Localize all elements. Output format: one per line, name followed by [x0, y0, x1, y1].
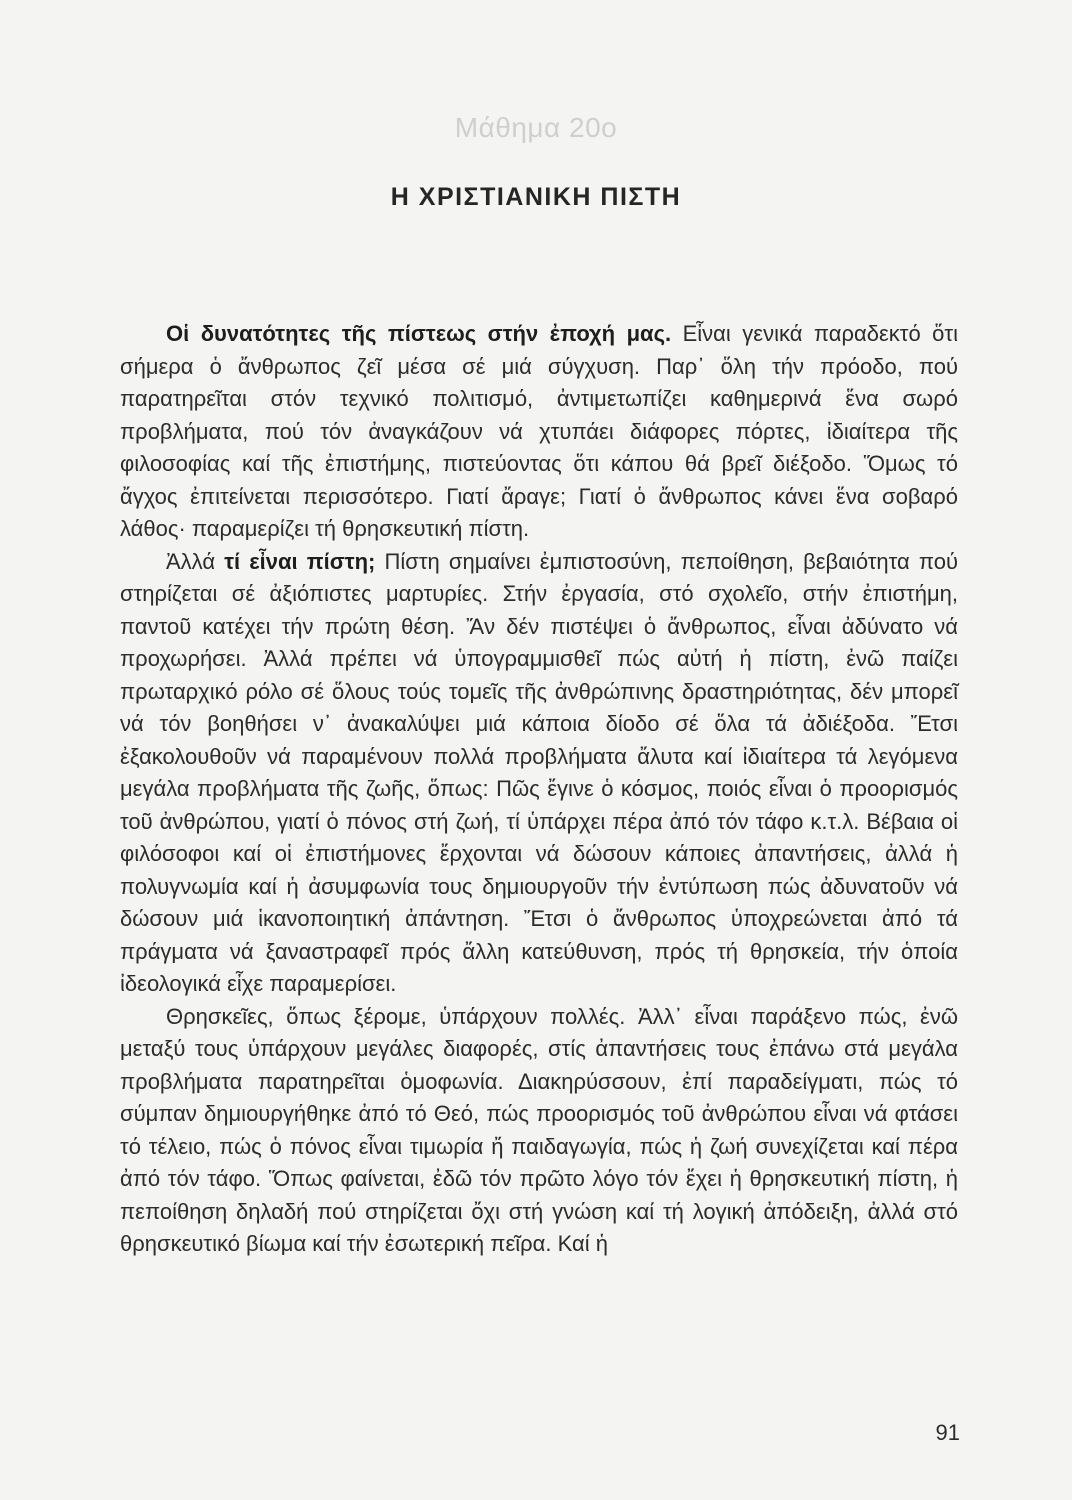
paragraph-3-text: Θρησκεῖες, ὅπως ξέρομε, ὑπάρχουν πολλές. Ἀλλ᾽ εἶναι παράξενο πώς, ἐνῶ μεταξύ τους ὑπάρχουν μεγάλες διαφορές, στίς ἀπαντήσεις τους ἐπάνω στά μεγάλα προβλήματα παρατηρεῖται ὁμοφωνία. Διακηρύσσουν, ἐπί παραδείγματι, πώς τό σύμπαν δημιουργήθηκε ἀπό τό Θεό, πώς προορισμός τοῦ ἀνθρώπου εἶναι νά φτάσει τό τέλειο, πώς ὁ πόνος εἶναι τιμωρία ἤ παιδαγωγία, πώς ἡ ζωή συνεχίζεται καί πέρα ἀπό τόν τάφο. Ὅπως φαίνεται, ἐδῶ τόν πρῶτο λόγο τόν ἔχει ἡ θρησκευτική πίστη, ἡ πεποίθηση δηλαδή πού στηρίζεται ὄχι στή γνώση καί τή λογική ἀπόδειξη, ἀλλά στό θρησκευτικό βίωμα καί τήν ἐσωτερική πεῖρα. Καί ἡ [120, 1003, 958, 1256]
chapter-title: Η ΧΡΙΣΤΙΑΝΙΚΗ ΠΙΣΤΗ [390, 183, 682, 211]
paragraph-1 [120, 318, 958, 546]
paragraph-2 [120, 546, 958, 1001]
paragraph-1-heading: Οἱ δυνατότητες τῆς πίστεως στήν ἐποχή μας. [166, 321, 672, 346]
body-text [120, 318, 958, 1261]
paragraph-1-text: Εἶναι γενικά παραδεκτό ὅτι σήμερα ὁ ἄνθρωπος ζεῖ μέσα σέ μιά σύγχυση. Παρ᾽ ὅλη τήν πρόοδο, πού παρατηρεῖται στόν τεχνικό πολιτισμό, ἀντιμετωπίζει καθημερινά ἕνα σωρό προβλήματα, πού τόν ἀναγκάζουν νά χτυπάει διάφορες πόρτες, ἰδιαίτερα τῆς φιλοσοφίας καί τῆς ἐπιστήμης, πιστεύοντας ὅτι κάπου θά βρεῖ διέξοδο. Ὅμως τό ἄγχος ἐπιτείνεται περισσότερο. Γιατί ἄραγε; Γιατί ὁ ἄνθρωπος κάνει ἕνα σοβαρό λάθος· παραμερίζει τή θρησκευτική πίστη. [120, 321, 958, 541]
paragraph-2-text: Πίστη σημαίνει ἐμπιστοσύνη, πεποίθηση, βεβαιότητα πού στηρίζεται σέ ἀξιόπιστες μαρτυρίες. Στήν ἐργασία, στό σχολεῖο, στήν ἐπιστήμη, παντοῦ κατέχει τήν πρώτη θέση. Ἄν δέν πιστέψει ὁ ἄνθρωπος, εἶναι ἀδύνατο νά προχωρήσει. Ἀλλά πρέπει νά ὑπογραμμισθεῖ πώς αὐτή ἡ πίστη, ἐνῶ παίζει πρωταρχικό ρόλο σέ ὅλους τούς τομεῖς τῆς ἀνθρώπινης δραστηριότητας, δέν μπορεῖ νά τόν βοηθήσει ν᾽ ἀνακαλύψει μιά κάποια δίοδο σέ ὅλα τά ἀδιέξοδα. Ἔτσι ἐξακολουθοῦν νά παραμένουν πολλά προβλήματα ἄλυτα καί ἰδιαίτερα τά λεγόμενα μεγάλα προβλήματα τῆς ζωῆς, ὅπως: Πῶς ἔγινε ὁ κόσμος, ποιός εἶναι ὁ προορισμός τοῦ ἀνθρώπου, γιατί ὁ πόνος στή ζωή, τί ὑπάρχει πέρα ἀπό τόν τάφο κ.τ.λ. Βέβαια οἱ φιλόσοφοι καί οἱ ἐπιστήμονες ἔρχονται νά δώσουν κάποιες ἀπαντήσεις, ἀλλά ἡ πολυγνωμία καί ἡ ἀσυμφωνία τους δημιουργοῦν τήν ἐντύπωση πώς ἀδυνατοῦν νά δώσουν μιά ἱκανοποιητική ἀπάντηση. Ἔτσι ὁ ἄνθρωπος ὑποχρεώνεται ἀπό τά πράγματα νά ξαναστραφεῖ πρός ἄλλη κατεύθυνση, πρός τή θρησκεία, τήν ὁποία ἰδεολογικά εἶχε παραμερίσει. [120, 548, 959, 996]
paragraph-2-lead: Ἀλλά [166, 548, 225, 574]
page-number: 91 [935, 1420, 960, 1445]
paragraph-3 [120, 1001, 958, 1261]
lesson-label: Μάθημα 20ο [454, 112, 618, 143]
paragraph-2-heading: τί εἶναι πίστη; [224, 548, 376, 574]
